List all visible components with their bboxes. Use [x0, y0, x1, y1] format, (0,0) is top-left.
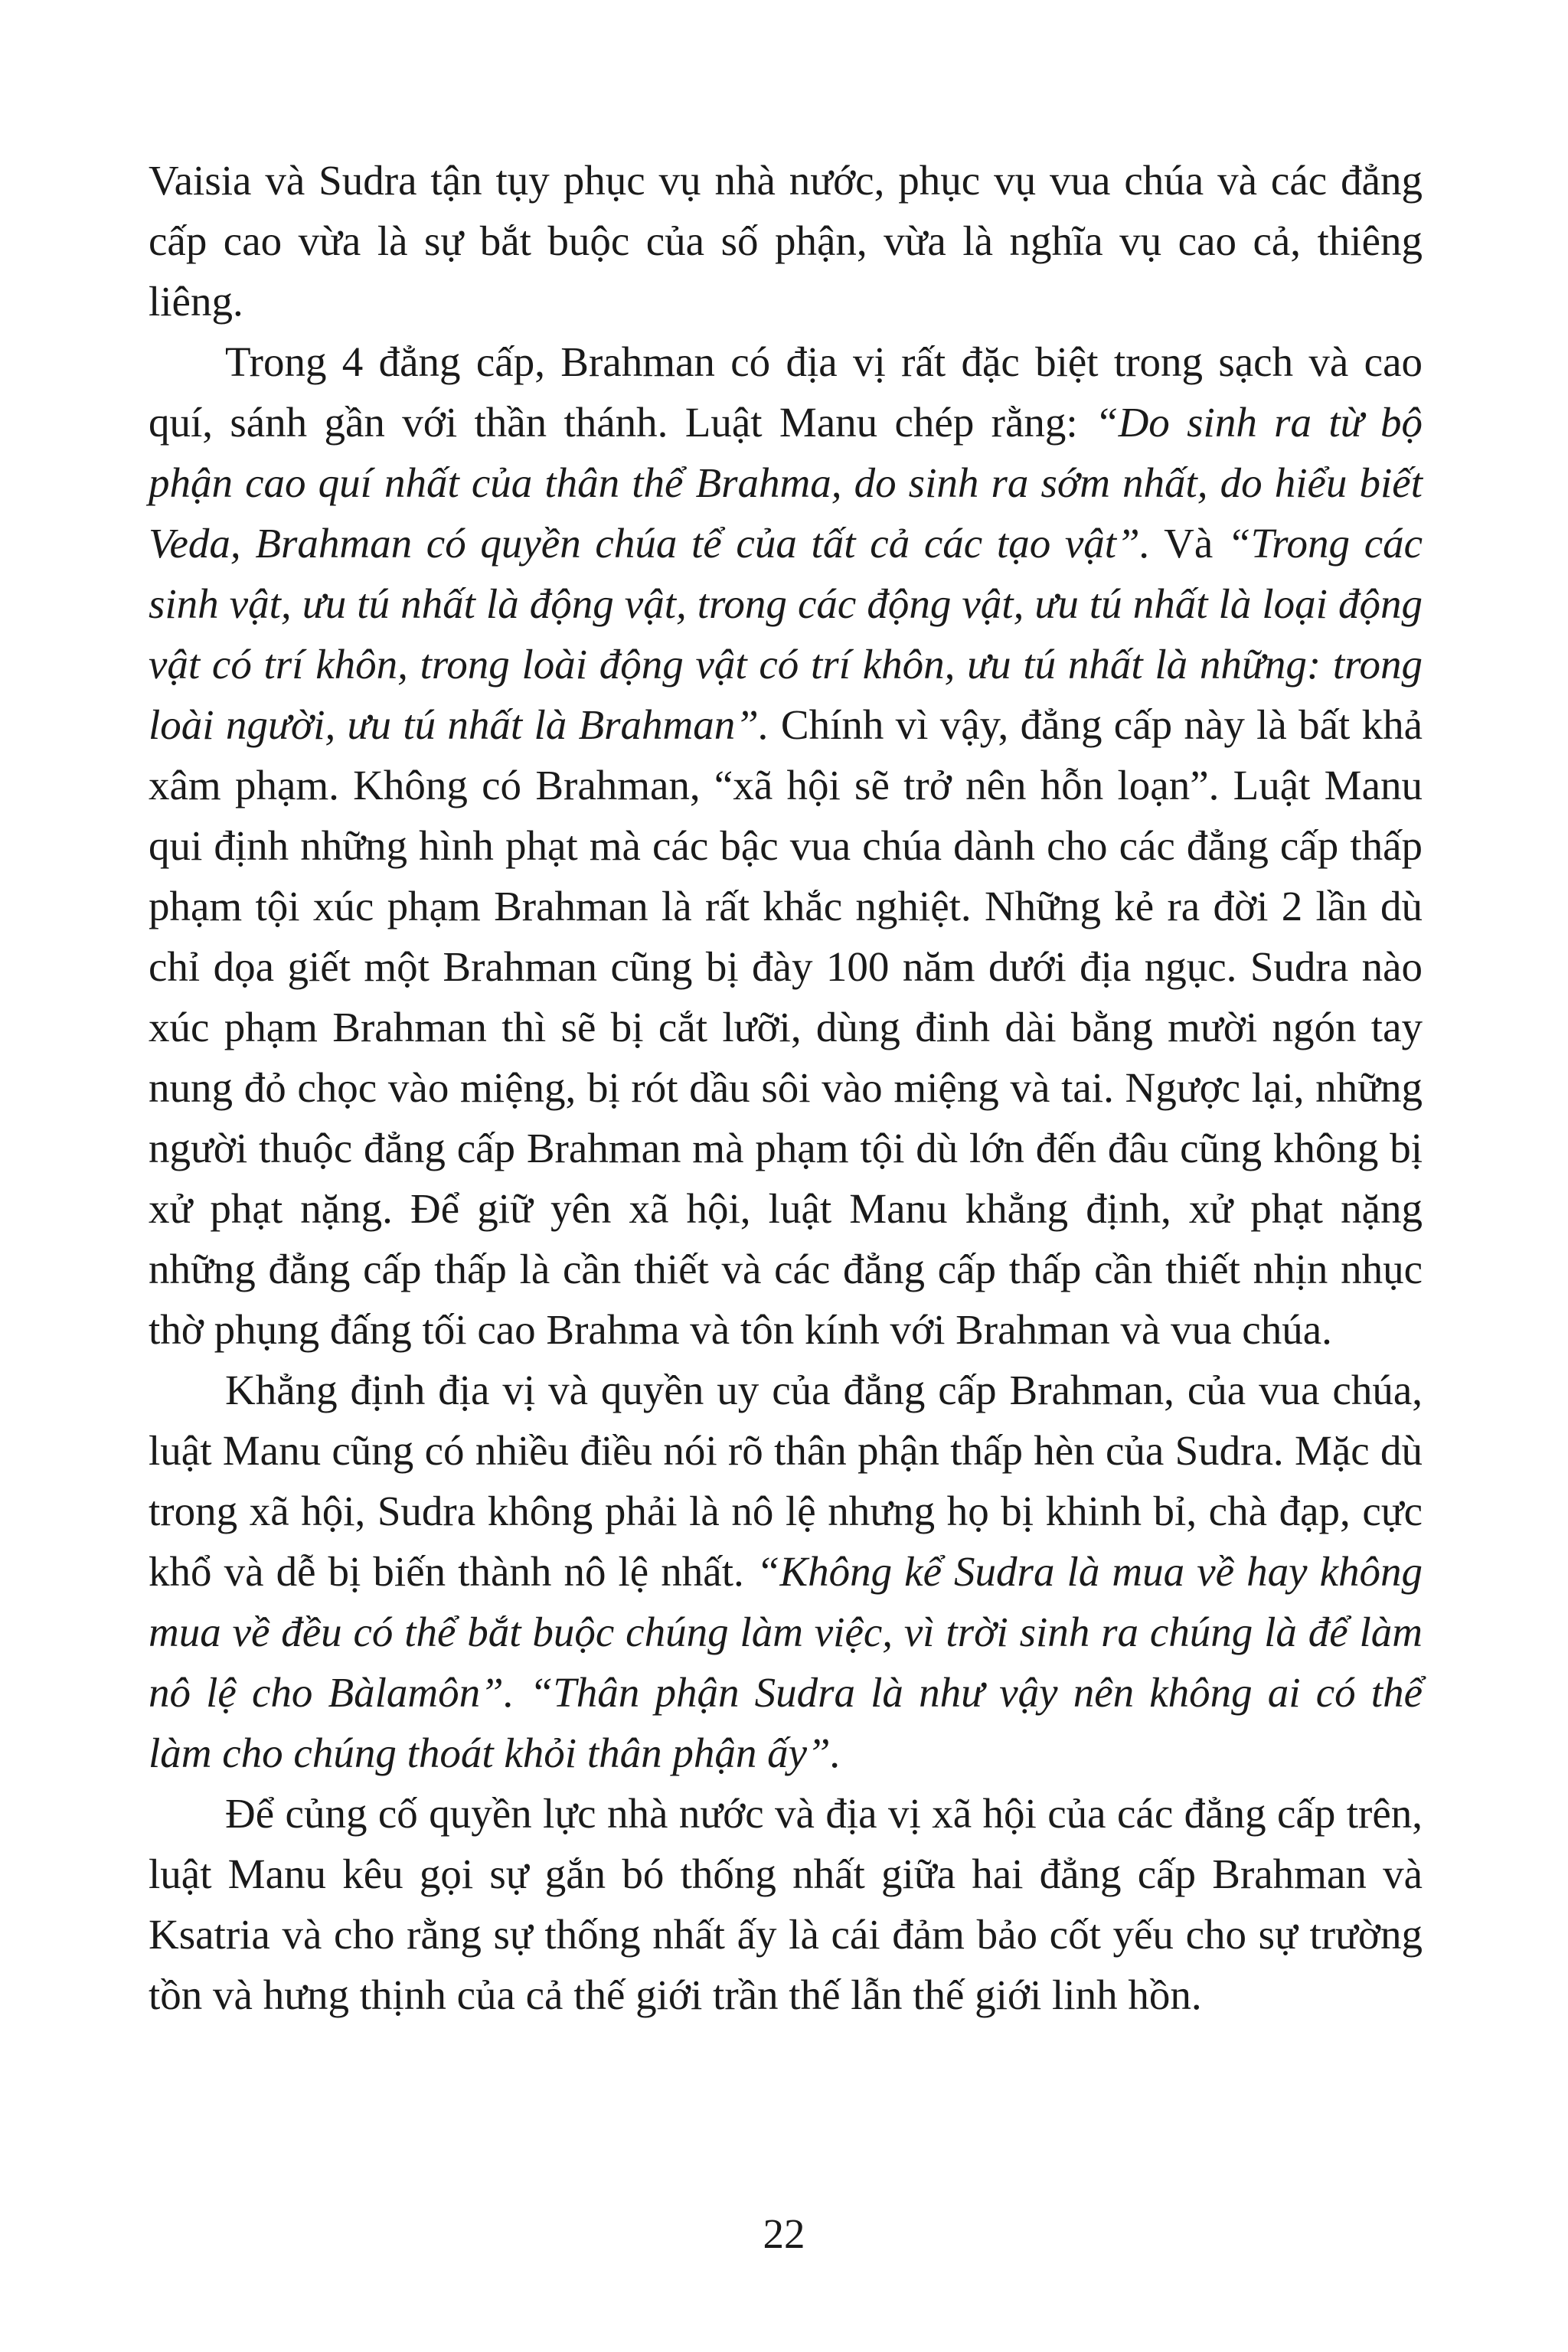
paragraph-4-text: Để củng cố quyền lực nhà nước và địa vị xã hội của các đẳng cấp trên, luật Manu kêu gọi sự gắn bó thống nhất giữa hai đẳng cấp Brahman và Ksatria và cho rằng sự thống nhất ấy là cái đảm bảo cốt yếu cho sự trường tồn và hưng thịnh của cả thế giới trần thế lẫn thế giới linh hồn. — [149, 1790, 1423, 2018]
paragraph-1-text: Vaisia và Sudra tận tụy phục vụ nhà nước, phục vụ vua chúa và các đẳng cấp cao vừa là sự bắt buộc của số phận, vừa là nghĩa vụ cao cả, thiêng liêng. — [149, 157, 1423, 325]
paragraph-2-text-c: Chính vì vậy, đẳng cấp này là bất khả xâm phạm. Không có Brahman, “xã hội sẽ trở nên hỗn loạn”. Luật Manu qui định những hình phạt mà các bậc vua chúa dành cho các đẳng cấp thấp phạm tội xúc phạm Brahman là rất khắc nghiệt. Những kẻ ra đời 2 lần dù chỉ dọa giết một Brahman cũng bị đày 100 năm dưới địa ngục. Sudra nào xúc phạm Brahman thì sẽ bị cắt lưỡi, dùng đinh dài bằng mười ngón tay nung đỏ chọc vào miệng, bị rót dầu sôi vào miệng và tai. Ngược lại, những người thuộc đẳng cấp Brahman mà phạm tội dù lớn đến đâu cũng không bị xử phạt nặng. Để giữ yên xã hội, luật Manu khẳng định, xử phạt nặng những đẳng cấp thấp là cần thiết và các đẳng cấp thấp cần thiết nhịn nhục thờ phụng đấng tối cao Brahma và tôn kính với Brahman và vua chúa. — [149, 701, 1423, 1353]
paragraph-2-quote-1: “Do sinh ra từ bộ phận cao quí nhất của thân thể Brahma, do sinh ra sớm nhất, do hiểu biết Veda, Brahman có quyền chúa tể của tất cả các tạo vật”. — [149, 399, 1423, 567]
paragraph-2-text-a: Trong 4 đẳng cấp, Brahman có địa vị rất đặc biệt trong sạch và cao quí, sánh gần với thần thánh. Luật Manu chép rằng: — [149, 338, 1423, 446]
paragraph-2-quote-2: “Trong các sinh vật, ưu tú nhất là động vật, trong các động vật, ưu tú nhất là loại động vật có trí khôn, trong loài động vật có trí khôn, ưu tú nhất là những: trong loài người, ưu tú nhất là Brahman”. — [149, 520, 1423, 748]
paragraph-1 — [149, 150, 1423, 332]
page-body — [149, 150, 1423, 2025]
paragraph-4 — [149, 1783, 1423, 2025]
paragraph-3 — [149, 1360, 1423, 1783]
paragraph-2-text-b: Và — [1150, 520, 1227, 567]
paragraph-2 — [149, 332, 1423, 1360]
paragraph-3-text: Khẳng định địa vị và quyền uy của đẳng cấp Brahman, của vua chúa, luật Manu cũng có nhiều điều nói rõ thân phận thấp hèn của Sudra. Mặc dù trong xã hội, Sudra không phải là nô lệ nhưng họ bị khinh bỉ, chà đạp, cực khổ và dễ bị biến thành nô lệ nhất. — [149, 1367, 1423, 1595]
page-number: 22 — [763, 2210, 805, 2257]
paragraph-3-quote: “Không kể Sudra là mua về hay không mua về đều có thể bắt buộc chúng làm việc, vì trời sinh ra chúng là để làm nô lệ cho Bàlamôn”. “Thân phận Sudra là như vậy nên không ai có thể làm cho chúng thoát khỏi thân phận ấy”. — [149, 1548, 1423, 1776]
